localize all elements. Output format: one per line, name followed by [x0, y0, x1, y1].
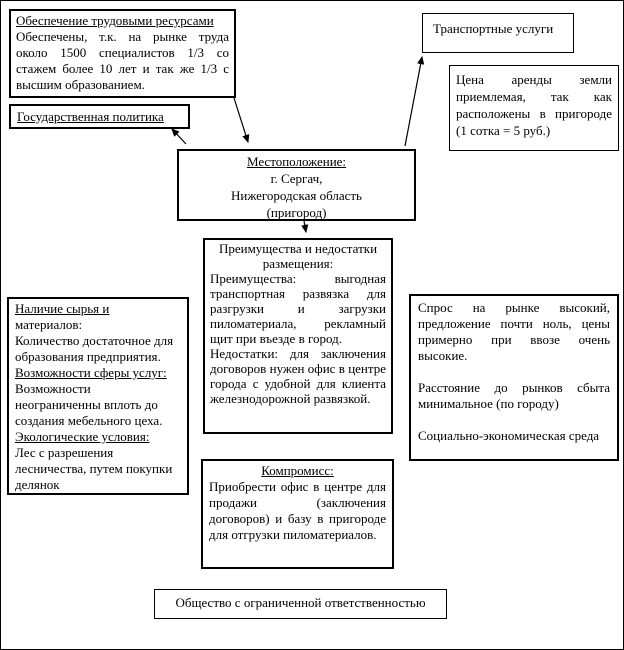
- market-demand-box: [409, 294, 619, 461]
- compromise-body: Приобрести офис в центре для продажи (заключения договоров) и базу в пригороде для отгрузки пиломатериалов.: [209, 479, 386, 542]
- raw-materials-text: образования предприятия.: [15, 349, 161, 364]
- location-city: г. Сергач,: [270, 171, 323, 186]
- company-type-title: Общество с ограниченной ответственностью: [175, 595, 426, 610]
- arrow-labor-to-location: [234, 98, 248, 142]
- ecology-text: лесничества, путем покупки: [15, 461, 173, 476]
- arrow-location-to-proscons: [304, 221, 306, 232]
- services-sphere-text: Возможности: [15, 381, 91, 396]
- location-region: Нижегородская область: [231, 188, 362, 203]
- state-policy-title: Государственная политика: [17, 109, 164, 124]
- labor-resources-box: [9, 9, 236, 98]
- pros-cons-advantages: Преимущества: выгодная транспортная развязка для разгрузки и загрузки пиломатериала, рекламный щит при въезде в город.: [210, 271, 386, 346]
- state-policy-box: [9, 104, 190, 129]
- ecology-text: Лес с разрешения: [15, 445, 114, 460]
- services-sphere-title: Возможности сферы услуг:: [15, 365, 167, 380]
- compromise-title: Компромисс:: [261, 463, 334, 478]
- ecology-title: Экологические условия:: [15, 429, 150, 444]
- pros-cons-title: Преимущества и недостатки размещения:: [218, 241, 378, 271]
- raw-materials-box: [7, 297, 189, 495]
- labor-resources-body: Обеспечены, т.к. на рынке труда около 1500 специалистов 1/3 со стажем более 10 лет и так же 1/3 с высшим образованием.: [16, 29, 229, 92]
- raw-materials-text: Количество достаточное для: [15, 333, 174, 348]
- services-sphere-text: создания мебельного цеха.: [15, 413, 163, 428]
- socioeconomic-paragraph: Социально-экономическая среда: [418, 428, 600, 443]
- labor-resources-title: Обеспечение трудовыми ресурсами: [16, 13, 214, 28]
- transport-services-title: Транспортные услуги: [433, 21, 554, 36]
- distance-paragraph: Расстояние до рынков сбыта минимальное (по городу): [418, 380, 610, 411]
- transport-services-box: [422, 13, 574, 53]
- compromise-box: [201, 459, 394, 569]
- land-rent-box: [449, 65, 619, 151]
- location-title: Местоположение:: [246, 154, 347, 169]
- ecology-text: делянок: [15, 477, 60, 492]
- arrow-location-to-transport: [405, 57, 422, 146]
- demand-paragraph: Спрос на рынке высокий, предложение почти ноль, цены примерно при ввозе очень высокие.: [418, 300, 610, 363]
- location-suburb: (пригород): [266, 205, 327, 220]
- company-type-box: [154, 589, 447, 619]
- services-sphere-text: неограниченны вплоть до: [15, 397, 158, 412]
- pros-cons-disadvantages: Недостатки: для заключения договоров нужен офис в центре города с удобной для клиента железнодорожной развязкой.: [210, 346, 386, 406]
- land-rent-body: Цена аренды земли приемлемая, так как расположены в пригороде (1 сотка = 5 руб.): [456, 72, 612, 138]
- pros-cons-box: [203, 238, 393, 434]
- raw-materials-title-line2: материалов:: [15, 317, 83, 332]
- arrow-location-to-policy: [172, 129, 186, 144]
- raw-materials-title-line1: Наличие сырья и: [15, 301, 110, 316]
- location-box: [177, 149, 416, 221]
